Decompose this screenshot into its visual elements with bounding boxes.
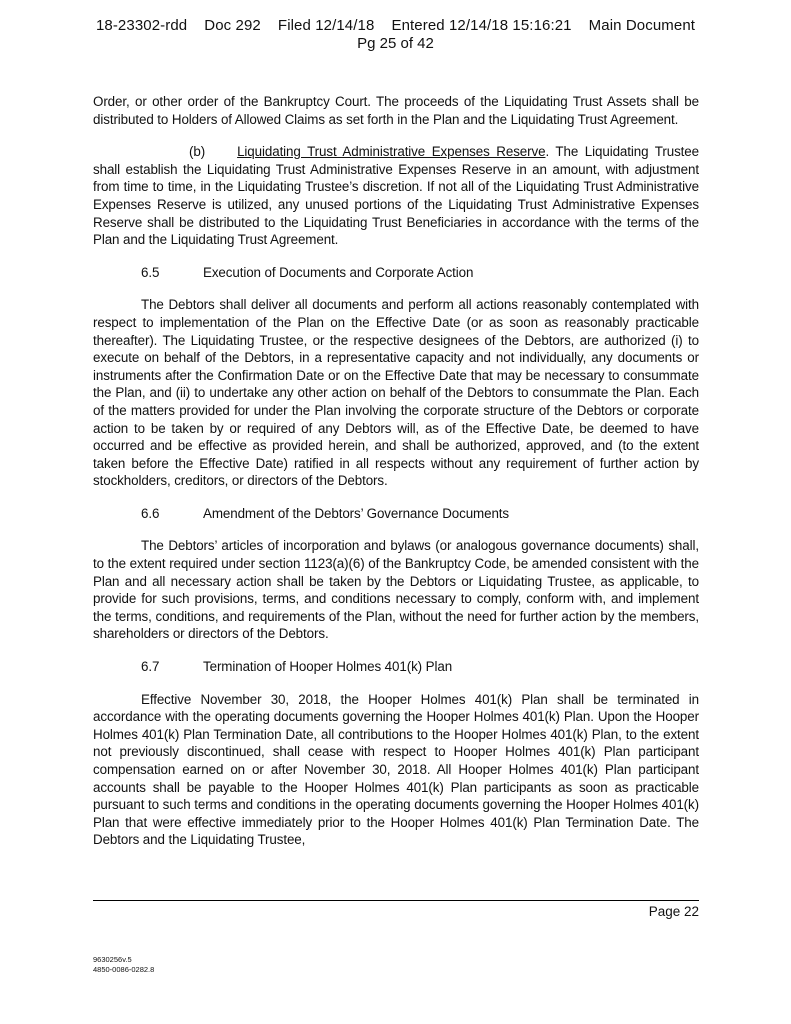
subsection-body: . The Liquidating Trustee shall establish the Liquidating Trust Administrative Expenses Reserve in an amount, with adjustment from time to time, in the Liquidating Trustee’s discretion. If not all of the Liquidating Trust Administrative Expenses Reserve is utilized, any unused portions of the Liquidating Trust Administrative Expenses Reserve shall be distributed to the Liquidating Trust Beneficiaries in accordance with the terms of the Plan and the Liquidating Trust Agreement. bbox=[93, 144, 699, 248]
paragraph-governance-documents: The Debtors’ articles of incorporation and bylaws (or analogous governance documents) shall, to the extent required under section 1123(a)(6) of the Bankruptcy Code, be amended consistent with the Plan and all necessary action shall be taken by the Debtors or Liquidating Trustee, as applicable, to provide for such provisions, terms, and conditions necessary to comply, conform with, and implement the terms, conditions, and requirements of the Plan, without the need for further action by the members, shareholders or directors of the Debtors. bbox=[93, 538, 699, 642]
footer-divider bbox=[93, 900, 699, 901]
paragraph-expenses-reserve bbox=[93, 143, 699, 249]
page-number: Page 22 bbox=[648, 904, 699, 919]
section-title: Termination of Hooper Holmes 401(k) Plan bbox=[203, 659, 453, 675]
document-body bbox=[93, 93, 699, 849]
section-heading-6-6 bbox=[93, 505, 699, 523]
section-heading-6-5 bbox=[93, 264, 699, 282]
doc-id-primary: 9630256v.5 bbox=[93, 955, 132, 964]
section-number: 6.5 bbox=[141, 264, 160, 280]
subsection-title: Liquidating Trust Administrative Expenses Reserve bbox=[237, 144, 546, 160]
paragraph-401k-termination: Effective November 30, 2018, the Hooper Holmes 401(k) Plan shall be terminated in accordance with the operating documents governing the Hooper Holmes 401(k) Plan. Upon the Hooper Holmes 401(k) Plan Termination Date, all contributions to the Hooper Holmes 401(k) Plan, to the extent not previously discontinued, shall cease with respect to Hooper Holmes 401(k) Plan participant compensation earned on or after November 30, 2018. All Hooper Holmes 401(k) Plan participant accounts shall be payable to the Hooper Holmes 401(k) Plan participants as soon as practicable pursuant to such terms and conditions in the operating documents governing the Hooper Holmes 401(k) Plan that were effective immediately prior to the Hooper Holmes 401(k) Plan Termination Date. The Debtors and the Liquidating Trustee, bbox=[93, 691, 699, 848]
section-title: Execution of Documents and Corporate Action bbox=[203, 264, 474, 280]
paragraph-execution-of-documents: The Debtors shall deliver all documents and perform all actions reasonably contemplated with respect to implementation of the Plan on the Effective Date (or as soon as reasonably practicable thereafter). The Liquidating Trustee, or the respective designees of the Debtors, are authorized (i) to execute on behalf of the Debtors, in a representative capacity and not individually, any documents or instruments after the Confirmation Date or on the Effective Date that may be necessary to consummate the Plan, and (ii) to undertake any other action on behalf of the Debtors to consummate the Plan. Each of the matters provided for under the Plan involving the corporate structure of the Debtors or corporate action to be taken by or required of any Debtors will, as of the Effective Date, be deemed to have occurred and be effective as provided herein, and shall be authorized, approved, and (to the extent taken before the Effective Date) ratified in all respects without any requirement of further action by stockholders, creditors, or directors of the Debtors. bbox=[93, 297, 699, 489]
document-identifiers bbox=[93, 955, 154, 975]
section-number: 6.7 bbox=[141, 659, 160, 675]
court-filing-header bbox=[0, 17, 791, 53]
section-title: Amendment of the Debtors’ Governance Documents bbox=[203, 505, 510, 521]
filing-stamp: 18-23302-rdd Doc 292 Filed 12/14/18 Entered 12/14/18 15:16:21 Main Document bbox=[95, 17, 696, 34]
section-heading-6-7 bbox=[93, 658, 699, 676]
filing-page-count: Pg 25 of 42 bbox=[357, 35, 434, 52]
doc-id-secondary: 4850-0086-0282.8 bbox=[93, 965, 155, 974]
subsection-label: (b) bbox=[189, 144, 206, 160]
section-number: 6.6 bbox=[141, 505, 160, 521]
paragraph-liquidating-trust-assets: Order, or other order of the Bankruptcy Court. The proceeds of the Liquidating Trust Assets shall be distributed to Holders of Allowed Claims as set forth in the Plan and the Liquidating Trust Agreement. bbox=[93, 94, 699, 127]
